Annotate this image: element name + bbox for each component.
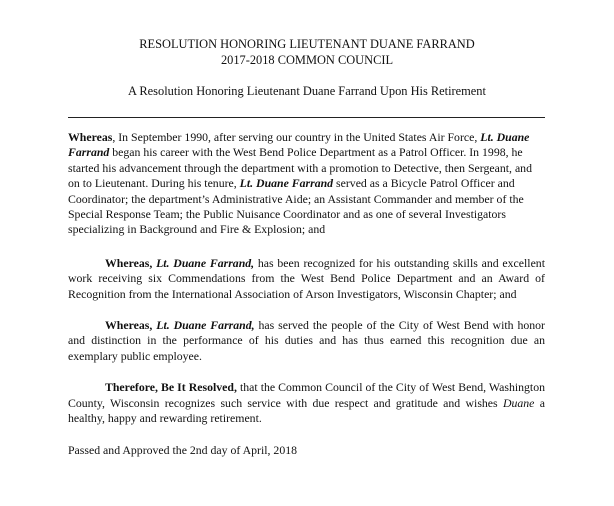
resolution-body [68,130,545,474]
paragraph-text: a healthy, happy and rewarding retirement. [68,395,545,426]
whereas-lead: Whereas, [105,318,157,333]
paragraph-whereas-1 [68,130,545,238]
title-line-1: RESOLUTION HONORING LIEUTENANT DUANE FARRAND [139,37,475,51]
paragraph-text: that the Common Council of the City of West Bend, Washington County, Wisconsin recognizes such service with due respect and gratitude and wishes [68,380,545,410]
honoree-name: Lt. Duane Farrand, [156,255,255,270]
whereas-lead: Whereas [68,130,113,144]
paragraph-text: served as a Bicycle Patrol Officer and Coordinator; the department’s Administrative Aide; an Assistant Commander and member of the Special Response Team; the Public Nuisance Coordinator and as one of several Investigators specializing in Background and Fire & Explosion; and [68,176,524,237]
honoree-name: Lt. Duane Farrand [68,130,530,160]
honoree-name: Lt. Duane Farrand, [156,318,255,333]
paragraph-text: , In September 1990, after serving our country in the United States Air Force, [112,130,481,144]
honoree-first-name: Duane [502,395,535,410]
paragraph-resolved [68,380,545,426]
paragraph-whereas-2 [68,256,545,302]
resolved-lead: Therefore, Be It Resolved, [105,380,237,395]
honoree-name: Lt. Duane Farrand [239,176,334,191]
passed-approved-line: Passed and Approved the 2nd day of April, 2018 [68,442,298,457]
paragraph-whereas-3 [68,318,545,364]
horizontal-divider [68,117,545,118]
paragraph-text: has been recognized for his outstanding skills and excellent work receiving six Commendations from the West Bend Police Department and an Award of Recognition from the International Association of Arson Investigators, Wisconsin Chapter; and [68,255,545,301]
whereas-lead: Whereas, [105,255,157,270]
document-subtitle: A Resolution Honoring Lieutenant Duane Farrand Upon His Retirement [128,84,486,98]
title-line-2: 2017-2018 COMMON COUNCIL [220,53,394,67]
paragraph-text: began his career with the West Bend Police Department as a Patrol Officer. In 1998, he started his advancement through the department with a promotion to Detective, then Sergeant, and on to Lieutenant. During his tenure, [68,145,532,191]
paragraph-text: has served the people of the City of West Bend with honor and distinction in the performance of his duties and has thus earned this recognition due an exemplary public employee. [68,318,545,363]
document-title [0,36,614,68]
